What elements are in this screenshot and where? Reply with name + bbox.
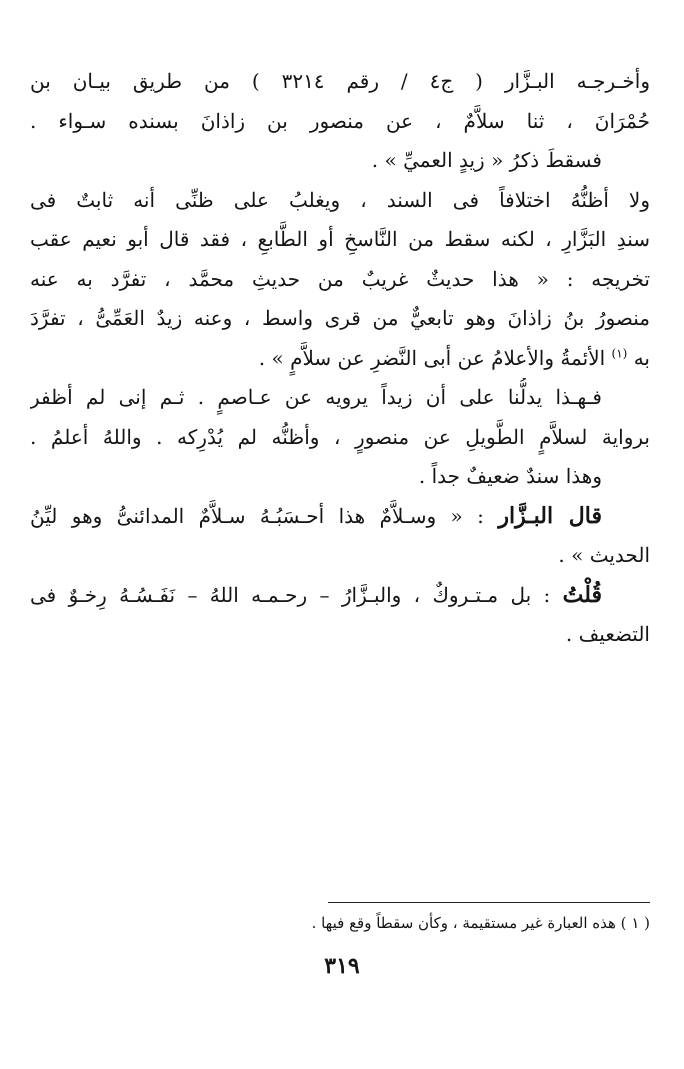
text-line: الحديث » . [558,543,650,567]
heading-label: قُلْتُ [562,581,603,608]
footnote-marker: (١) [611,345,628,360]
text-line: برواية لسلاَّمٍ الطَّويلِ عن منصورٍ ، وأظنُّه لم يُدْرِكه . واللهُ أعلمُ . [30,424,650,449]
text-segment: الأئمةُ والأعلامُ عن أبى النَّضرِ عن سلاَّمٍ » . [258,345,606,370]
footnote: ( ١ ) هذه العبارة غير مستقيمة ، وكأن سقطاً وقع فيها . [311,914,650,932]
text-segment: : « وسـلاَّمٌ هذا أحـسَبُـهُ سـلاَّمٌ المدائنىُّ وهو ليِّنُ [30,503,484,528]
text-line: وهذا سندٌ ضعيفٌ جداً . [418,464,602,488]
heading-label: قال البـزَّار [498,502,603,529]
main-text [30,62,650,655]
text-line: ولا أظنُّهُ اختلافاً فى السند ، ويغلبُ على ظنِّى أنه ثابتٌ فى [30,187,650,212]
text-line: فـهـذا يدلُّنا على أن زيداً يرويه عن عـاصمٍ . ثـم إنى لم أظفر [30,385,602,409]
footnote-divider [328,902,650,903]
text-segment: به [633,345,650,370]
text-line: وأخـرجـه البـزَّار ( ج٤ / رقم ٣٢١٤ ) من طريق بيـان بن [30,69,650,93]
page-number: ٣١٩ [324,953,360,979]
text-line [30,576,650,616]
text-line: التضعيف . [565,622,650,646]
text-line [30,497,650,537]
text-line: منصورُ بنُ زاذانَ وهو تابعيٌّ من قرى واسط ، وعنه زيدٌ العَمِّىُّ ، تفرَّدَ [30,306,650,330]
text-line [30,339,650,379]
text-segment: : بل مـتـروكٌ ، والبـزَّارُ – رحـمـه اللهُ – نَفَـسُـهُ رِخـوٌ فى [30,582,551,607]
text-line: سندِ البَزَّارِ ، لكنه سقط من النَّاسخِ أو الطَّابعِ ، فقد قال أبو نعيم عقب [30,227,650,251]
text-line: فسقطَ ذكرُ « زيدٍ العميِّ » . [371,148,602,172]
text-line: تخريجه : « هذا حديثٌ غريبٌ من حديثِ محمَّد ، تفرَّد به عنه [30,266,650,291]
text-line: حُمْرَانَ ، ثنا سلاَّمٌ ، عن منصور بن زاذانَ بسنده سـواء . [30,108,650,133]
